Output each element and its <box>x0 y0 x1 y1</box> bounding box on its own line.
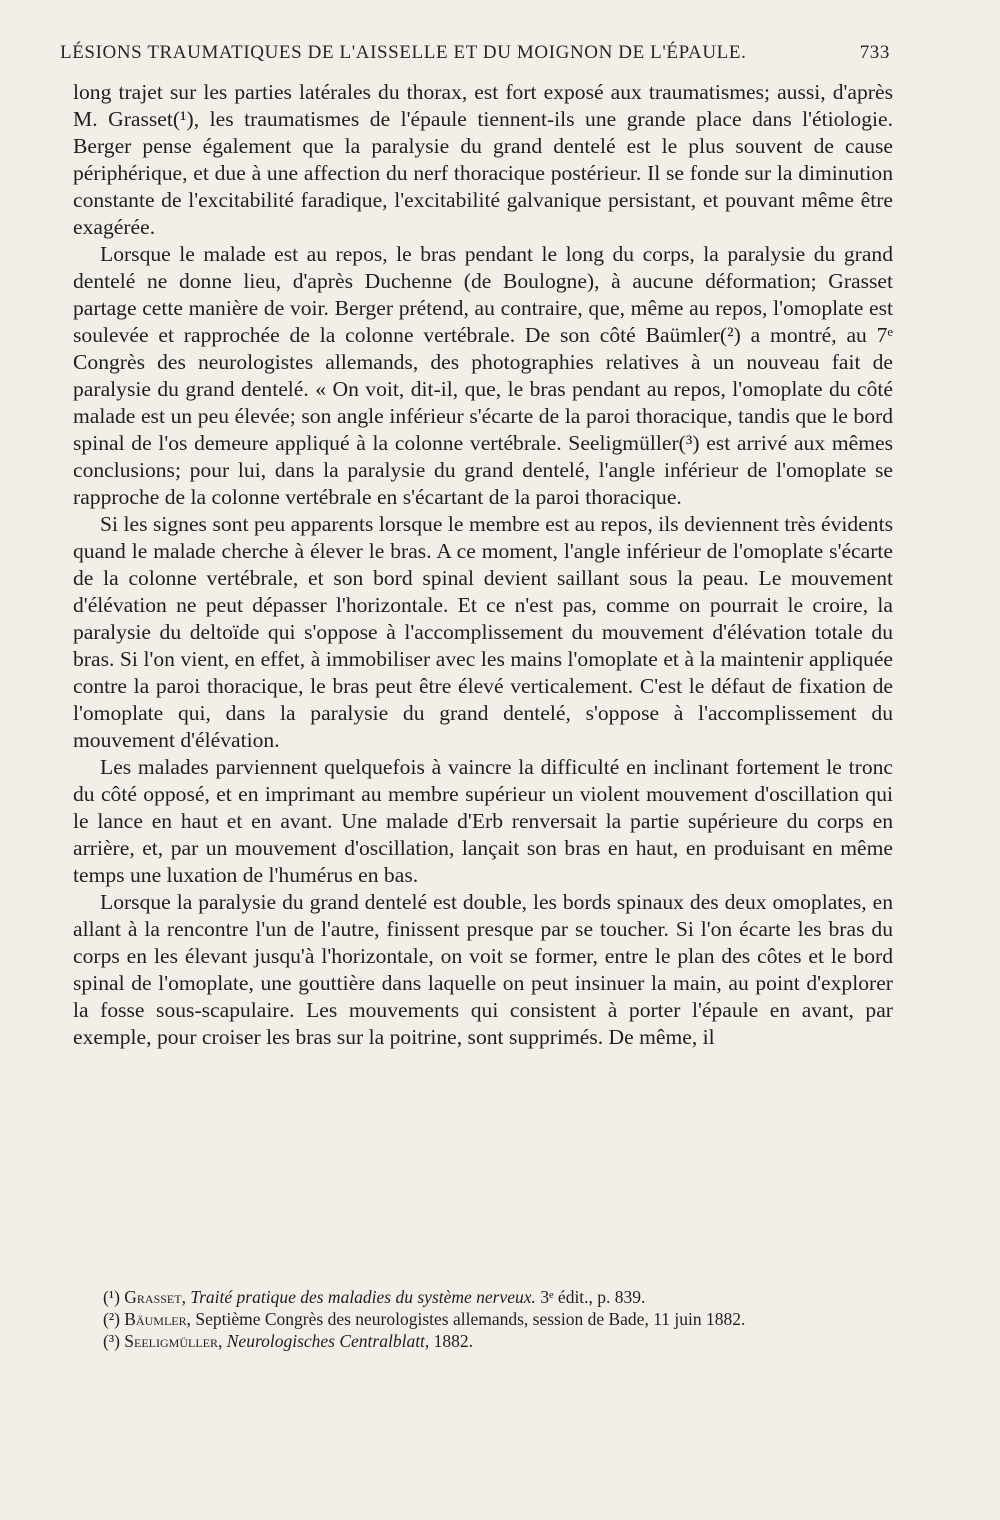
footnote-2 <box>103 1308 893 1330</box>
footnote-author: Seeligmüller, <box>124 1331 223 1351</box>
footnote-mark: (³) <box>103 1331 120 1351</box>
paragraph-2: Lorsque le malade est au repos, le bras pendant le long du corps, la paralysie du grand dentelé ne donne lieu, d'après Duchenne (de Boulogne), à aucune déformation; Grasset partage cette manière de voir. Berger prétend, au contraire, que, même au repos, l'omoplate est soulevée et rapprochée de la colonne vertébrale. De son côté Baümler(²) a montré, au 7ᵉ Congrès des neurologistes allemands, des photographies relatives à un nouveau fait de paralysie du grand dentelé. « On voit, dit-il, que, le bras pendant au repos, l'omoplate du côté malade est un peu élevée; son angle inférieur s'écarte de la paroi thoracique, tandis que le bord spinal de l'os demeure appliqué à la colonne vertébrale. Seeligmüller(³) est arrivé aux mêmes conclusions; pour lui, dans la paralysie du grand dentelé, l'angle inférieur de l'omoplate se rapproche de la colonne vertébrale en s'écartant de la paroi thoracique. <box>73 242 893 509</box>
footnote-rest: 1882. <box>433 1331 474 1351</box>
footnote-author: Grasset, <box>124 1287 186 1307</box>
paragraph-5: Lorsque la paralysie du grand dentelé est double, les bords spinaux des deux omoplates, en allant à la rencontre l'un de l'autre, finissent presque par se toucher. Si l'on écarte les bras du corps en les élevant jusqu'à l'horizontale, on voit se former, entre le plan des côtes et le bord spinal de l'omoplate, une gouttière dans laquelle on peut insinuer la main, au point d'explorer la fosse sous-scapulaire. Les mouvements qui consistent à porter l'épaule en avant, par exemple, pour croiser les bras sur la poitrine, sont supprimés. De même, il <box>73 890 893 1049</box>
paragraph-3: Si les signes sont peu apparents lorsque le membre est au repos, ils deviennent très évidents quand le malade cherche à élever le bras. A ce moment, l'angle inférieur de l'omoplate s'écarte de la colonne vertébrale, et son bord spinal devient saillant sous la peau. Le mouvement d'élévation ne peut dépasser l'horizontale. Et ce n'est pas, comme on pourrait le croire, la paralysie du deltoïde qui s'oppose à l'accomplissement du mouvement d'élévation totale du bras. Si l'on vient, en effet, à immobiliser avec les mains l'omoplate et à la maintenir appliquée contre la paroi thoracique, le bras peut être élevé verticalement. C'est le défaut de fixation de l'omoplate qui, dans la paralysie du grand dentelé, s'oppose à l'accomplissement du mouvement d'élévation. <box>73 512 893 752</box>
footnote-mark: (¹) <box>103 1287 120 1307</box>
footnote-rest: Septième Congrès des neurologistes allemands, session de Bade, 11 juin 1882. <box>195 1309 746 1329</box>
footnote-mark: (²) <box>103 1309 120 1329</box>
footnote-author: Bäumler, <box>124 1309 191 1329</box>
footnote-title: Neurologisches Centralblatt, <box>226 1331 430 1351</box>
paragraph-4: Les malades parviennent quelquefois à vaincre la difficulté en inclinant fortement le tronc du côté opposé, et en imprimant au membre supérieur un violent mouvement d'oscillation qui le lance en haut et en avant. Une malade d'Erb renversait la partie supérieure du corps en arrière, et, par un mouvement d'oscillation, lançait son bras en haut, en produisant en même temps une luxation de l'humérus en bas. <box>73 755 893 887</box>
footnote-title: Traité pratique des maladies du système nerveux. <box>190 1287 536 1307</box>
running-header <box>60 42 890 64</box>
footnote-3 <box>103 1330 893 1352</box>
footnote-1 <box>103 1286 893 1308</box>
page-number: 733 <box>859 42 890 63</box>
footnotes <box>103 1286 893 1352</box>
paragraph-1: long trajet sur les parties latérales du thorax, est fort exposé aux traumatismes; aussi, d'après M. Grasset(¹), les traumatismes de l'épaule tiennent-ils une grande place dans l'étiologie. Berger pense également que la paralysie du grand dentelé est le plus souvent de cause périphérique, et due à une affection du nerf thoracique postérieur. Il se fonde sur la diminution constante de l'excitabilité faradique, l'excitabilité galvanique persistant, et pouvant même être exagérée. <box>73 80 893 239</box>
running-title: LÉSIONS TRAUMATIQUES DE L'AISSELLE ET DU MOIGNON DE L'ÉPAULE. <box>60 42 747 63</box>
body-text <box>73 79 893 1051</box>
footnote-rest: 3ᵉ édit., p. 839. <box>540 1287 646 1307</box>
